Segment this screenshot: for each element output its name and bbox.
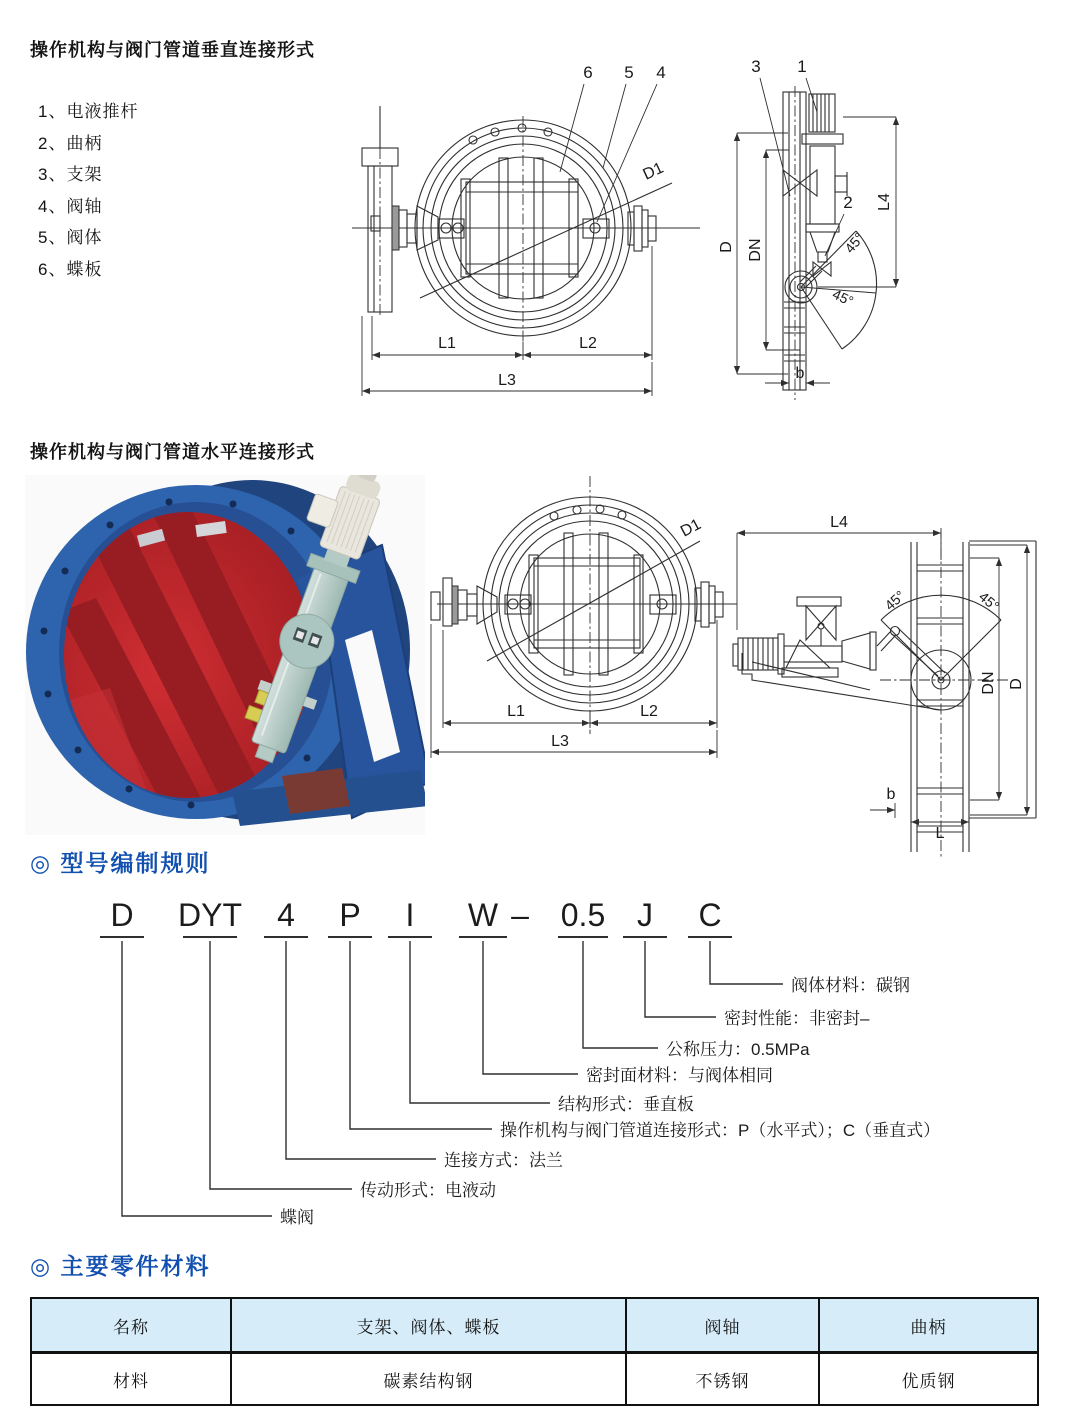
- dim-dn-2: DN: [980, 671, 997, 695]
- label-seal-face-material: 密封面材料：与阀体相同: [586, 1066, 773, 1085]
- label-connection-type: 连接方式：法兰: [444, 1151, 563, 1170]
- header-crank: 曲柄: [819, 1298, 1038, 1353]
- label-seal-performance: 密封性能：非密封–: [724, 1009, 870, 1028]
- label-structure-form: 结构形式：垂直板: [558, 1095, 694, 1114]
- callout-6: 6: [583, 63, 593, 82]
- angle-45-upper: 45°: [841, 229, 868, 257]
- model-code-diagram: [55, 885, 1045, 1255]
- cell-carbon-steel: 碳素结构钢: [231, 1353, 626, 1406]
- dim-l4: L4: [876, 193, 893, 211]
- code-D: D: [110, 897, 134, 933]
- dim-b-2: b: [886, 786, 896, 803]
- materials-header-row: [31, 1298, 1038, 1353]
- callout-4: 4: [656, 63, 666, 82]
- dim-l4-2: L4: [830, 514, 848, 531]
- dim-d1-2: D1: [677, 515, 704, 541]
- cell-quality-steel: 优质钢: [819, 1353, 1038, 1406]
- label-body-material: 阀体材料：碳钢: [791, 976, 910, 995]
- dim-d: D: [718, 241, 735, 253]
- code-dash: –: [511, 897, 529, 933]
- dim-d1: D1: [640, 159, 667, 184]
- code-C: C: [698, 897, 722, 933]
- angle-45-lower: 45°: [830, 285, 857, 310]
- dim-l2-2: L2: [640, 703, 658, 720]
- part-item-6: 6、蝶板: [38, 259, 103, 279]
- dim-dn: DN: [747, 238, 764, 262]
- drawing-vertical-front: [345, 55, 705, 405]
- valve-front-linework: [352, 84, 700, 342]
- code-J: J: [637, 897, 653, 933]
- label-nominal-pressure: 公称压力：0.5MPa: [666, 1040, 810, 1059]
- model-code-heading: ◎ 型号编制规则: [30, 850, 211, 876]
- dim-l3-2: L3: [551, 733, 569, 750]
- valve-front2-dimensions: [431, 620, 717, 758]
- drawing-horizontal-front: [420, 465, 742, 813]
- angle-45-right: 45°: [975, 588, 1003, 615]
- drawing-horizontal-side: [725, 485, 1065, 865]
- dim-b: b: [795, 365, 805, 382]
- dim-l2: L2: [579, 335, 597, 352]
- valve-front2-linework: [431, 476, 737, 734]
- vertical-section-title: 操作机构与阀门管道垂直连接形式: [30, 40, 315, 60]
- dim-l1-2: L1: [507, 703, 525, 720]
- cell-stainless-steel: 不锈钢: [626, 1353, 819, 1406]
- code-P: P: [339, 897, 361, 933]
- product-photo: [25, 475, 425, 835]
- code-4: 4: [277, 897, 295, 933]
- materials-table: [30, 1297, 1039, 1406]
- label-butterfly-valve: 蝶阀: [280, 1208, 314, 1227]
- callout-3: 3: [751, 57, 761, 76]
- dim-d-2: D: [1008, 678, 1025, 690]
- header-body-parts: 支架、阀体、蝶板: [231, 1298, 626, 1353]
- part-item-2: 2、曲柄: [38, 133, 103, 153]
- callout-1: 1: [797, 57, 807, 76]
- code-05: 0.5: [560, 897, 606, 933]
- code-tree-labels: [280, 976, 940, 1227]
- parts-list: [38, 96, 138, 286]
- code-DYT: DYT: [178, 897, 242, 933]
- dim-l-2: L: [935, 825, 945, 842]
- dim-l3: L3: [498, 372, 516, 389]
- header-name: 名称: [31, 1298, 231, 1353]
- part-item-3: 3、支架: [38, 165, 103, 185]
- header-shaft: 阀轴: [626, 1298, 819, 1353]
- horizontal-section-title: 操作机构与阀门管道水平连接形式: [30, 442, 315, 462]
- label-mechanism-connection: 操作机构与阀门管道连接形式：P（水平式）；C（垂直式）: [500, 1121, 941, 1140]
- part-item-1: 1、电液推杆: [38, 102, 139, 121]
- code-I: I: [405, 897, 415, 933]
- callout-5: 5: [624, 63, 634, 82]
- model-code-letters: [110, 897, 721, 933]
- label-drive-type: 传动形式：电液动: [360, 1181, 496, 1200]
- drawing-vertical-side: [700, 40, 1032, 412]
- angle-45-left: 45°: [881, 587, 908, 614]
- part-item-5: 5、阀体: [38, 228, 103, 248]
- part-item-4: 4、阀轴: [38, 196, 103, 216]
- materials-heading: ◎ 主要零件材料: [30, 1253, 211, 1279]
- materials-data-row: [31, 1353, 1038, 1406]
- callout-2: 2: [843, 193, 853, 212]
- code-W: W: [467, 897, 499, 933]
- cell-material: 材料: [31, 1353, 231, 1406]
- dim-l1: L1: [438, 335, 456, 352]
